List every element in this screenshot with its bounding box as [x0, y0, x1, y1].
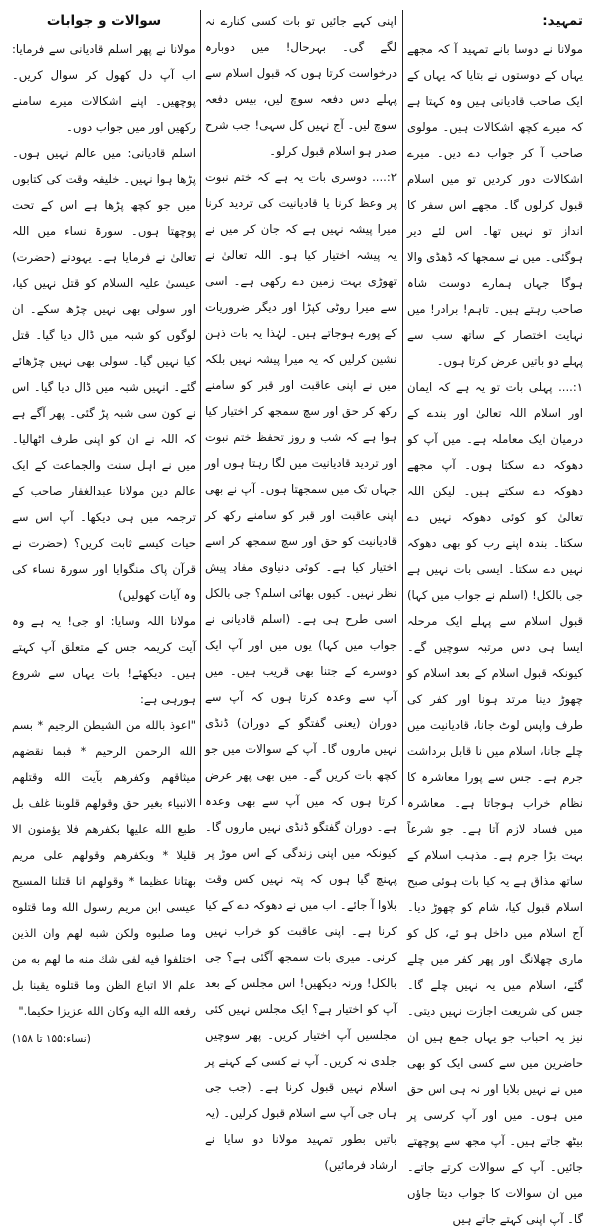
questions-answers-heading: سوالات و جوابات: [46, 13, 162, 29]
quran-verse-block: "اعوذ بالله من الشيطن الرجيم * بسم الله الرحمن الرحيم * فبما نقضهم ميثاقهم وكفرهم بآيت الله وقتلهم الانبياء بغير حق وقولهم قلوبنا غلف بل طبع الله عليها بكفرهم فلا يؤمنون الا قليلا * وبكفرهم وقولهم على مريم بهتانا عظيما * وقولهم انا قتلنا المسيح عيسى ابن مريم رسول الله وما قتلوه وما صلبوه ولكن شبه لهم وان الذين اختلفوا فيه لفى شك منه ما لهم به من علم الا اتباع الظن وما قتلوه يقينا بل رفعه الله اليه وكان الله عزيزا حكيما.": [12, 718, 196, 1018]
introduction-heading: تمہید:: [542, 13, 583, 29]
introduction-paragraph: مولانا نے دوسا بانے تمہید آ کہ مجھے یہاں کے دوستوں نے بتایا کہ یہاں کے ایک صاحب قادیانی ہیں وہ کہتا ہے کہ میرے کچھ اشکالات ہیں۔ مولوی صاحب آ کر جواب دے دیں۔ میرے اشکالات دور کردیں تو میں اسلام قبول کرلوں گا۔ مجھے اس سفر کا انداز تو نہیں تھا۔ اس لئے دیر ہوگئی۔ میں نے سمجھا کہ ڈھڈی والا ہوگا جہاں ہمارے دوست شاہ صاحب رہتے ہیں۔ تاہم! برادر! میں نہایت اختصار کے ساتھ سب سے پہلے دو باتیں عرض کرتا ہوں۔: [407, 42, 583, 368]
middle-column: [205, 8, 397, 1172]
left-column: [12, 8, 196, 1045]
continuation-paragraph: اپنی کہے جائیں تو بات کسی کنارے نہ لگے گی۔ بہرحال! میں دوبارہ درخواست کرتا ہوں کہ قبول اسلام سے پہلے دس دفعہ سوچ لیں، بیس دفعہ سوچ لیں۔ آج نہیں کل سہی! جب شرح صدر ہو اسلام قبول کرلو۔: [205, 14, 397, 158]
aslam-question-paragraph: اسلم قادیانی: میں عالم نہیں ہوں۔ پڑھا ہوا نہیں۔ خلیفہ وقت کی کتابوں میں جو کچھ پڑھا ہے اس کے تحت پوچھتا ہوں۔ سورۃ نساء میں اللہ تعالیٰ نے فرمایا ہے۔ یہودنے (حضرت) عیسیٰ علیہ السلام کو قتل نہیں کیا، اور سولی بھی نہیں چڑھ سکے۔ ان لوگوں کو شبہ میں ڈال دیا گیا۔ قتل کیا نہیں گیا۔ سولی بھی نہیں چڑھائے گئے۔ انہیں شبہ میں ڈال دیا گیا۔ اس نے کون سی شبہ پڑ گئی۔ پھر آگے ہے کہ اللہ نے ان کو اپنی طرف اٹھالیا۔ میں نے اہل سنت والجماعت کے ایک عالم دین مولانا عبدالغفار صاحب کے ترجمہ میں ہی دیکھا۔ آپ اس سے حیات کیسے ثابت کریں؟ (حضرت نے قرآن پاک منگوایا اور سورۃ نساء کی وہ آیات کھولیں): [12, 146, 196, 602]
verse-reference: (نساء:۱۵۵ تا ۱۵۸): [12, 1033, 91, 1045]
right-column: [407, 8, 583, 1226]
column-divider-right: [402, 10, 403, 805]
maulana-opening-paragraph: مولانا نے پھر اسلم قادیانی سے فرمایا: اب آپ دل کھول کر سوال کریں۔ پوچھیں۔ اپنے اشکالات میرے سامنے رکھیں اور میں جواب دوں۔: [12, 42, 196, 134]
first-point-paragraph: ۱:.... پہلی بات تو یہ ہے کہ ایمان اور اسلام اللہ تعالیٰ اور بندے کے درمیان ایک معاملہ ہے۔ میں آپ کو دھوکہ دے سکتا ہوں۔ آپ مجھے دھوکہ دے سکتے ہیں۔ لیکن اللہ تعالیٰ کو کوئی دھوکہ نہیں دے سکتا۔ بندہ اپنے رب کو بھی دھوکہ نہیں دے سکتا۔ ایسی بات نہیں ہے جی بالکل! (اسلم نے جواب میں کہا) قبول اسلام سے پہلے ایک مرحلہ ایسا ہی دس مرتبہ سوچیں گے۔ کیونکہ قبول اسلام کے بعد اسلام کو چھوڑ دینا مرتد ہونا اور کفر کی طرف واپس لوٹ جانا، قادیانیت میں چلے جانا، اسلام میں نا قابل برداشت جرم ہے۔ جس سے پورا معاشرہ کا نظام خراب ہوجاتا ہے۔ معاشرہ میں فساد لازم آتا ہے۔ جو شرعاً بہت بڑا جرم ہے۔ مذہب اسلام کے ساتھ مذاق ہے یہ کیا بات ہوئی صبح اسلام قبول کیا، شام کو چھوڑ دیا۔ آج اسلام میں داخل ہو ئے، کل کو ماری چھلانگ اور پھر کفر میں چلے گئے، اسلام میں یہ نہیں چلے گا۔ جس کی شریعت اجازت نہیں دیتی۔ نیز یہ احباب جو یہاں جمع ہیں ان حاضرین میں سے کسی ایک کو بھی میں نے نہیں بلایا اور نہ ہی اس حق میں ہوں۔ میں اور آپ کرسی پر بیٹھ جاتے ہیں۔ آپ مجھ سے پوچھتے جائیں۔ آپ کے سوالات کرتے جاتے۔ میں ان سوالات کا جواب دیتا جاؤں گا۔ آپ اپنی کہتے جاتے ہیں: [407, 380, 583, 1226]
column-divider-left: [200, 10, 201, 805]
second-point-paragraph: ۲:.... دوسری بات یہ ہے کہ ختم نبوت پر وعظ کرنا یا قادیانیت کی تردید کرنا میرا پیشہ نہیں ہے کہ جان کر میں نے یہ پیشہ اختیار کیا ہو۔ اللہ تعالیٰ نے تھوڑی بہت زمین دے رکھی ہے۔ اسی سے میرا روٹی کپڑا اور دیگر ضروریات کے پورے ہوجاتے ہیں۔ لہٰذا یہ بات ذہن نشین کرلیں کہ یہ میرا پیشہ نہیں بلکہ میں نے اپنی عاقبت اور قبر کو سامنے رکھ کر حق اور سچ سمجھ کر اختیار کیا ہوا ہے کہ شب و روز تحفظ ختم نبوت اور تردید قادیانیت میں لگا رہتا ہوں اور جہاں تک میں سمجھتا ہوں۔ آپ نے بھی اپنی عاقبت اور قبر کو سامنے رکھ کر قادیانیت کو حق اور سچ سمجھ کر اسے اختیار کیا ہے۔ کوئی دنیاوی مفاد پیش نظر نہیں۔ کیوں بھائی اسلم؟ جی بالکل اسی طرح ہی ہے۔ (اسلم قادیانی نے جواب میں کہا) یوں میں اور آپ ایک دوسرے کے جتنا بھی قریب ہیں۔ میں آپ سے وعدہ کرتا ہوں کہ آپ سے دوران (یعنی گفتگو کے دوران) ڈنڈی نہیں ماروں گا۔ آپ کے سوالات میں جو کچھ بات کریں گے۔ میں بھی پھر عرض کرتا ہوں کہ میں آپ سے بھی وعدہ ہے۔ دوران گفتگو ڈنڈی نہیں ماروں گا۔ کیونکہ میں اپنی زندگی کے اس موڑ پر پہنچ گیا ہوں کہ پتہ نہیں کس وقت بلاوا آ جائے۔ اب میں نے دھوکہ دے کے کیا کرنا ہے۔ اپنی عاقبت کو خراب نہیں کرنی۔ میری بات سمجھ آگئی ہے؟ جی بالکل! ورنہ دیکھیں! اس مجلس کے بعد آپ کو اختیار ہے؟ ایک مجلس نہیں کئی مجلسیں آپ اختیار کریں۔ پھر سوچیں جلدی نہ کریں۔ آپ نے کسی کے کہنے پر اسلام نہیں قبول کرنا ہے۔ (جب جی ہاں جی آپ سے اسلام قبول کرلیں۔ (یہ باتیں بطور تمہید مولانا دو سایا نے ارشاد فرمائیں): [205, 170, 397, 1172]
maulana-reply-paragraph: مولانا اللہ وسایا: او جی! یہ ہے وہ آیت کریمہ جس کے متعلق آپ کہتے ہیں۔ دیکھئے! بات یہاں سے شروع ہورہی ہے:: [12, 614, 196, 706]
